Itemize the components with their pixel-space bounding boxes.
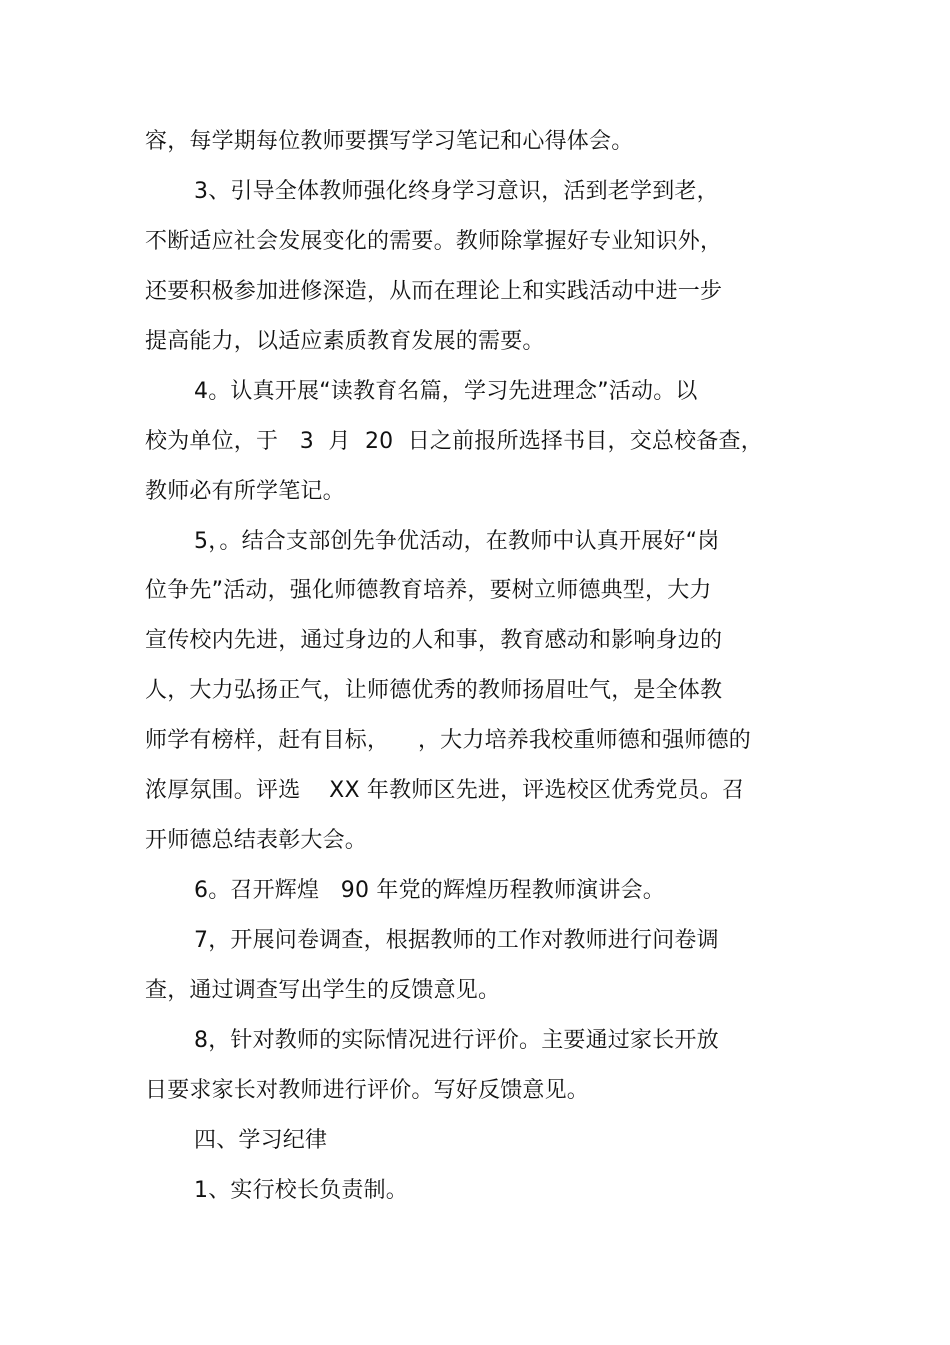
text-line: 不断适应社会发展变化的需要。教师除掌握好专业知识外， — [145, 229, 723, 254]
text-line: 还要积极参加进修深造，从而在理论上和实践活动中进一步 — [145, 279, 723, 304]
text-line: 开师德总结表彰大会。 — [145, 828, 368, 853]
text-line: 7，开展问卷调查，根据教师的工作对教师进行问卷调 — [194, 928, 719, 953]
text-line: 1、实行校长负责制。 — [194, 1178, 408, 1203]
text-line: 人，大力弘扬正气，让师德优秀的教师扬眉吐气，是全体教 — [145, 678, 723, 703]
text-line: 位争先”活动，强化师德教育培养，要树立师德典型，大力 — [145, 578, 712, 603]
text-line: 4。认真开展“读教育名篇，学习先进理念”活动。以 — [194, 379, 698, 404]
text-line: 查，通过调查写出学生的反馈意见。 — [145, 978, 501, 1003]
text-line: 浓厚氛围。评选 XX 年教师区先进，评选校区优秀党员。召 — [145, 778, 745, 803]
text-line: 8，针对教师的实际情况进行评价。主要通过家长开放 — [194, 1028, 719, 1053]
section-heading: 四、学习纪律 — [194, 1128, 328, 1153]
text-line: 校为单位，于 3 月 20 日之前报所选择书目，交总校备查， — [145, 429, 763, 454]
text-line: 宣传校内先进，通过身边的人和事，教育感动和影响身边的 — [145, 628, 723, 653]
text-line: 教师必有所学笔记。 — [145, 479, 345, 504]
text-line: 容，每学期每位教师要撰写学习笔记和心得体会。 — [145, 129, 634, 154]
text-line: 师学有榜样，赶有目标， ，大力培养我校重师德和强师德的 — [145, 728, 751, 753]
text-line: 6。召开辉煌 90 年党的辉煌历程教师演讲会。 — [194, 878, 665, 903]
text-line: 3、引导全体教师强化终身学习意识，活到老学到老， — [194, 179, 719, 204]
text-line: 提高能力，以适应素质教育发展的需要。 — [145, 329, 545, 354]
text-line: 5，。结合支部创先争优活动，在教师中认真开展好“岗 — [194, 529, 720, 554]
text-line: 日要求家长对教师进行评价。写好反馈意见。 — [145, 1078, 590, 1103]
